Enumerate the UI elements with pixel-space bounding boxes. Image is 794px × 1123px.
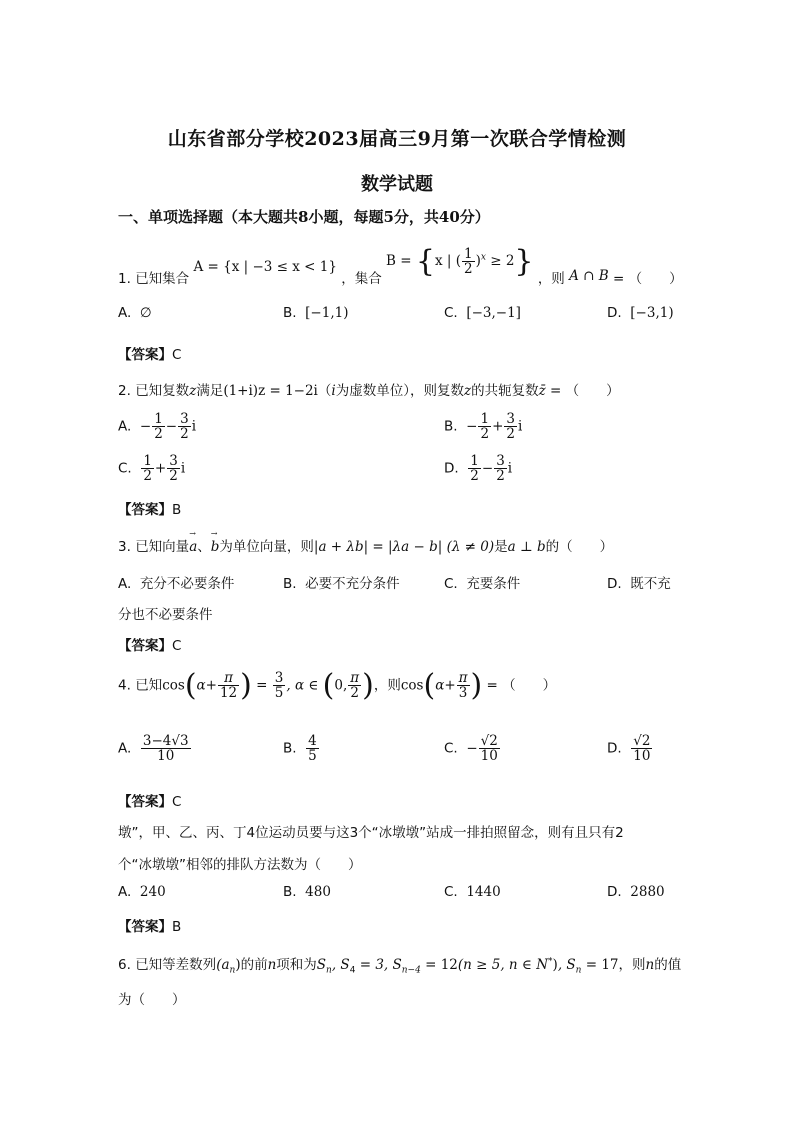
question-1: 1. 已知集合 A = {x | −3 ≤ x < 1} ，集合 B = {x | ( $\frac{1}{2}$ )$^x$ ≥ 2} ，则 A ∩ B = （ ）	[118, 244, 683, 287]
question-2: 2. 已知复数z满足(1+i)z = 1−2i（i为虚数单位），则复数z的共轭复数z̄ = （ ）	[118, 383, 620, 399]
q5-option-c[interactable]: C. 1440	[444, 884, 501, 900]
q2-answer: 【答案】B	[118, 502, 182, 518]
q3-option-d-wrap: 分也不必要条件	[118, 607, 213, 623]
q4-option-d[interactable]: D. $\frac{√2}{10}$	[607, 733, 651, 765]
q3-answer: 【答案】C	[118, 638, 182, 654]
q4-answer: 【答案】C	[118, 794, 182, 810]
question-3: 3. 已知向量→ a、→ b为单位向量，则|a + λb| = |λa − b| (λ ≠ 0)是a ⊥ b的（ ）	[118, 535, 613, 555]
q3-option-d[interactable]: D. 既不充	[607, 576, 671, 592]
exam-subtitle: 数学试题	[361, 174, 433, 195]
q2-option-b[interactable]: B. − $\frac{1}{2}$ + $\frac{3}{2}$ i	[444, 411, 523, 443]
exam-title: 山东省部分学校2023届高三9月第一次联合学情检测	[167, 128, 627, 150]
q4-option-b[interactable]: B. $\frac{4}{5}$	[283, 733, 317, 765]
q5-option-a[interactable]: A. 240	[118, 884, 166, 900]
q1-option-c[interactable]: C. [−3,−1]	[444, 305, 521, 321]
question-4: 4. 已知cos(α+ $\frac{\pi}{12}$ ) = $\frac{3}{5}$ , α ∈ (0, $\frac{\pi}{2}$ )，则cos(α+ $\frac{\pi}{3}$ ) = （ ）	[118, 668, 557, 703]
question-6-wrap: 为（ ）	[118, 992, 186, 1008]
q3-option-b[interactable]: B. 必要不充分条件	[283, 576, 400, 592]
q2-option-d[interactable]: D. $\frac{1}{2}$ − $\frac{3}{2}$ i	[444, 453, 513, 485]
set-b-expression: B = {x | ( $\frac{1}{2}$ )$^x$ ≥ 2}	[386, 244, 534, 279]
q2-option-c[interactable]: C. $\frac{1}{2}$ + $\frac{3}{2}$ i	[118, 453, 186, 485]
q1-option-d[interactable]: D. [−3,1)	[607, 305, 674, 321]
q5-option-b[interactable]: B. 480	[283, 884, 331, 900]
q3-option-c[interactable]: C. 充要条件	[444, 576, 521, 592]
q5-answer: 【答案】B	[118, 919, 182, 935]
question-6: 6. 已知等差数列$(a_n)$的前n项和为$S_n$, $S_4 = 3$, $S_{n-4} = 12(n \ge 5$, n ∈ N*), $S_n = 17$，则n的值	[118, 956, 682, 976]
q4-option-c[interactable]: C. − $\frac{√2}{10}$	[444, 733, 498, 765]
q1-option-b[interactable]: B. [−1,1)	[283, 305, 349, 321]
q3-option-a[interactable]: A. 充分不必要条件	[118, 576, 235, 592]
question-5-line-2: 个“冰墩墩”相邻的排队方法数为（ ）	[118, 857, 362, 873]
q1-option-a[interactable]: A. ∅	[118, 305, 152, 321]
question-5-line-1: 墩”，甲、乙、丙、丁4位运动员要与这3个“冰墩墩”站成一排拍照留念，则有且只有2	[118, 825, 624, 841]
q1-answer: 【答案】C	[118, 347, 182, 363]
q4-option-a[interactable]: A. $\frac{3-4√3}{10}$	[118, 733, 189, 765]
q2-option-a[interactable]: A. − $\frac{1}{2}$ − $\frac{3}{2}$ i	[118, 411, 197, 443]
q5-option-d[interactable]: D. 2880	[607, 884, 665, 900]
section-heading: 一、单项选择题（本大题共8小题，每题5分，共40分）	[118, 208, 490, 226]
